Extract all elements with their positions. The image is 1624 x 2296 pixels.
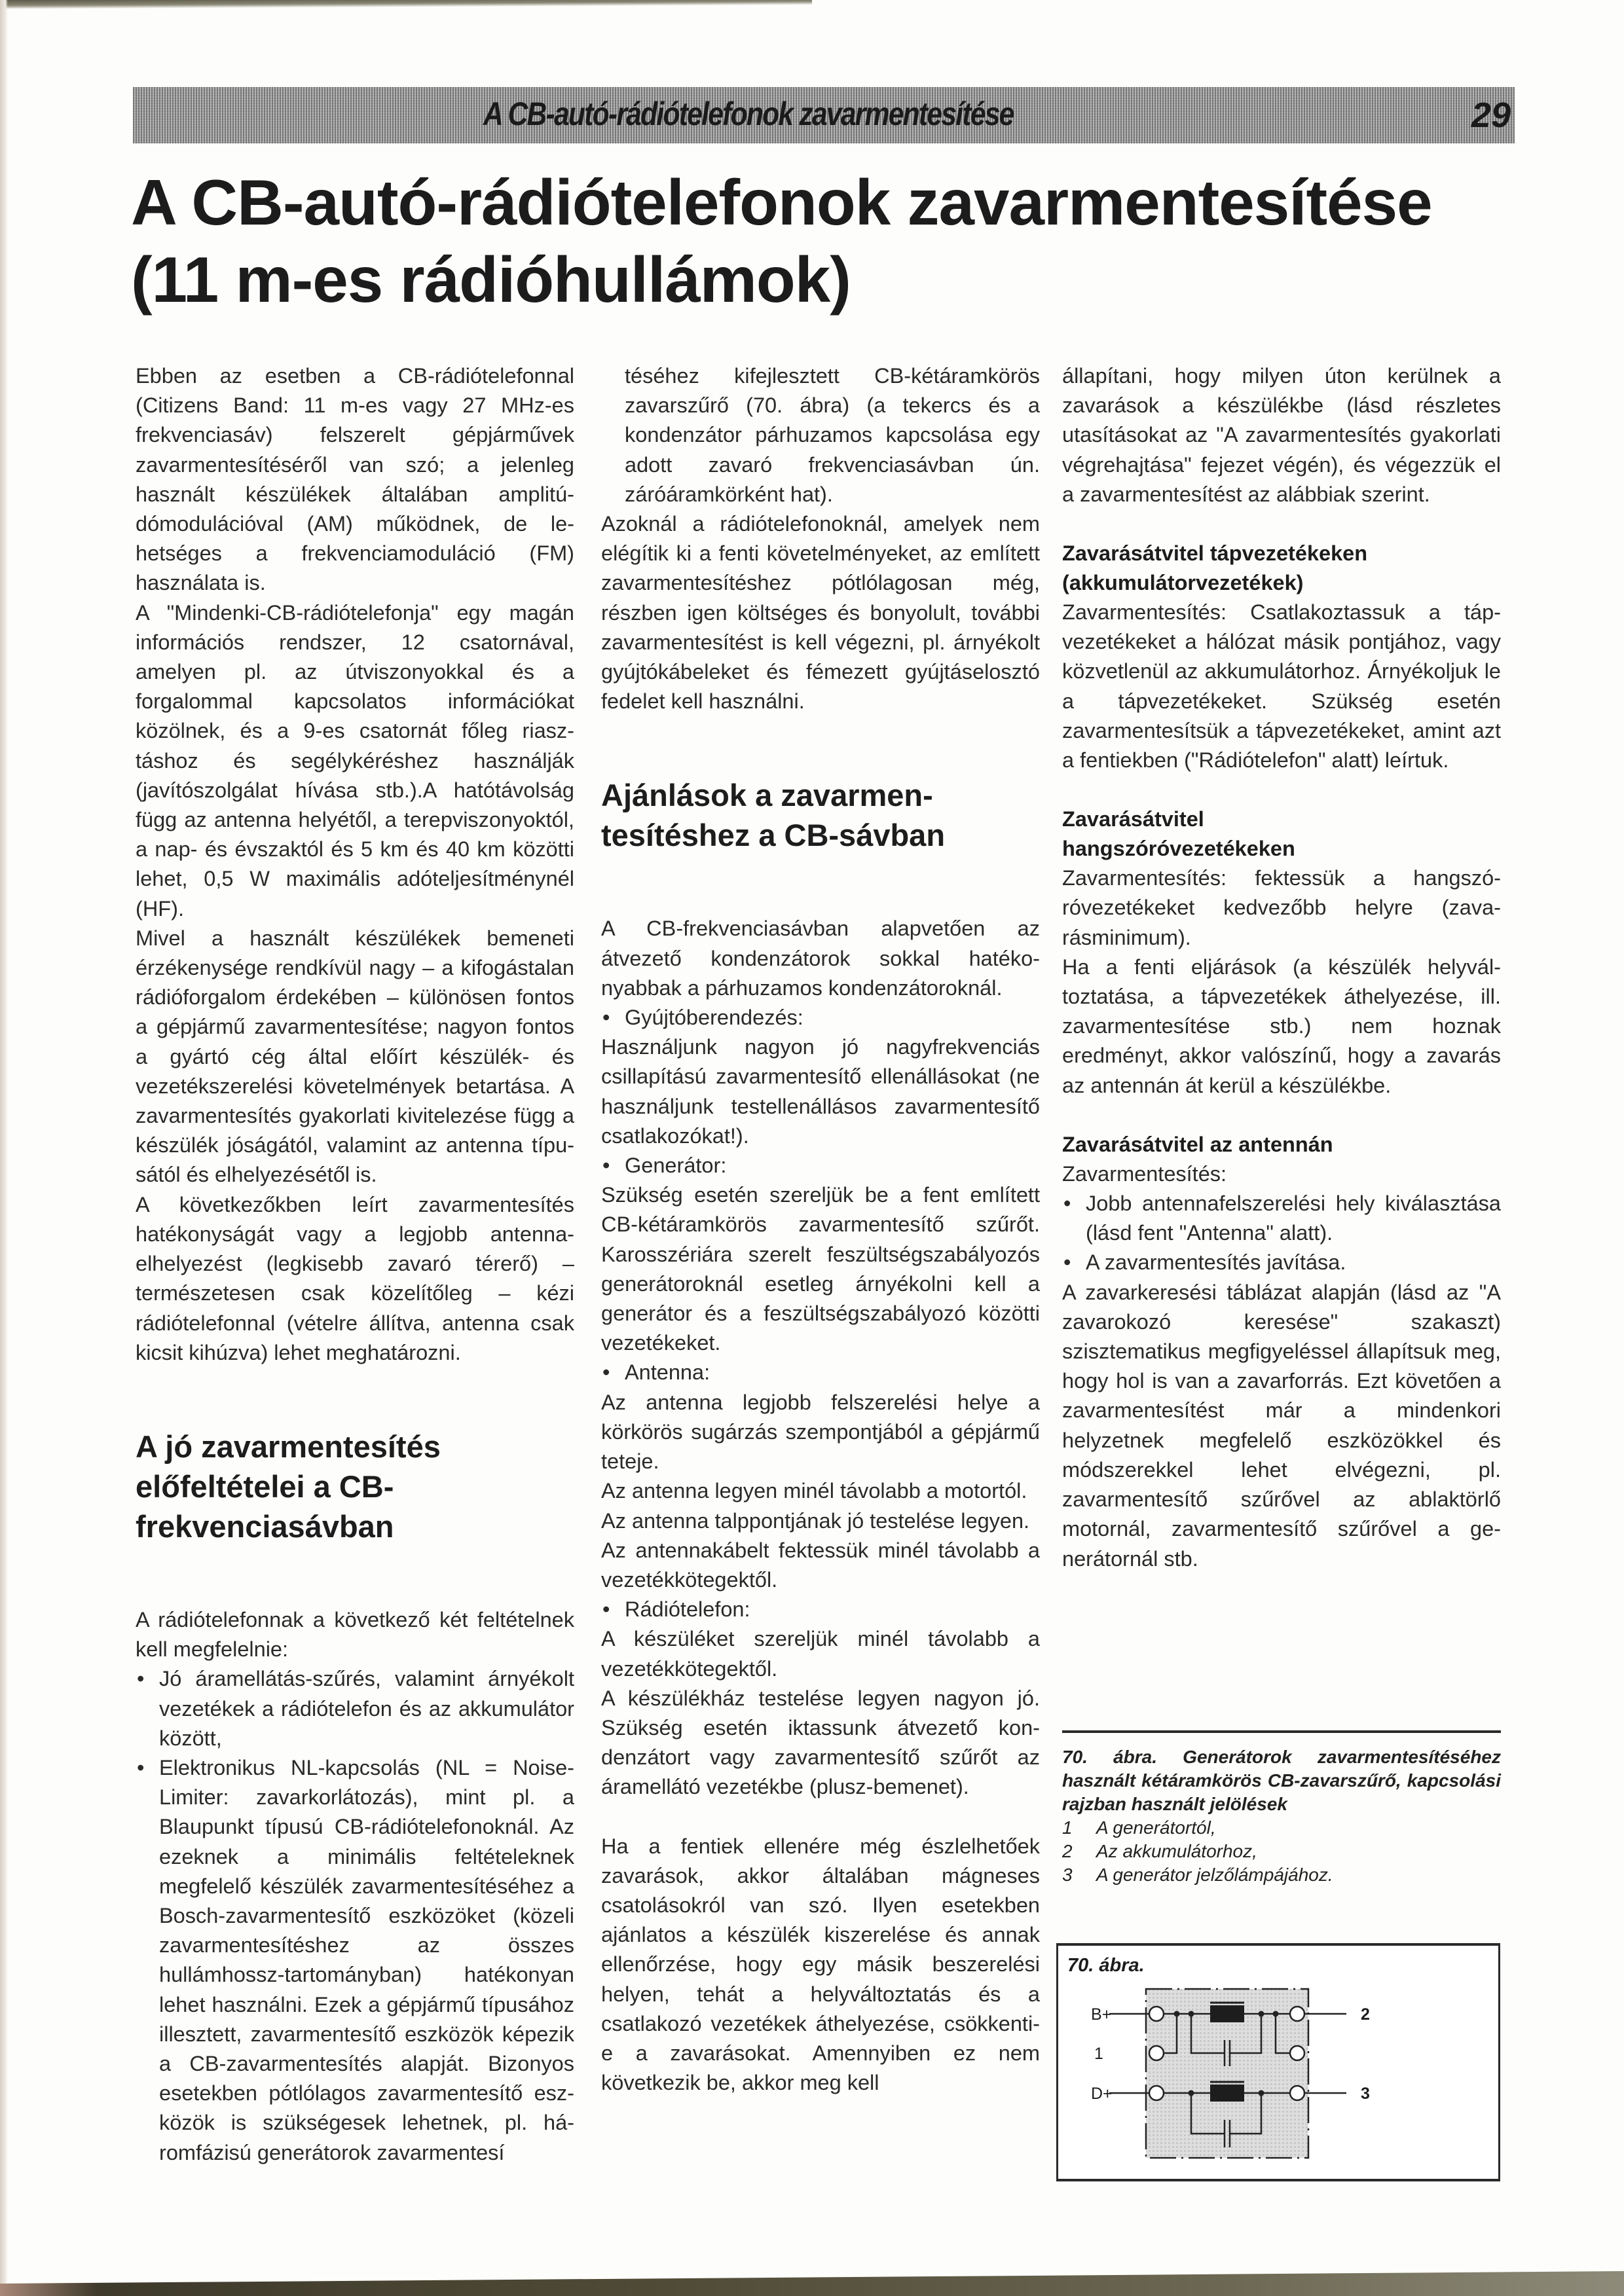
junction-dot: [1273, 2011, 1279, 2017]
filter-circuit-diagram: [1058, 1946, 1498, 2179]
figure-label: 70. ábra.: [1067, 1955, 1145, 1976]
junction-dot: [1189, 2011, 1194, 2017]
list-item: • A zavarmentesítés javítása.: [1062, 1248, 1501, 1277]
item-text: Az akkumulátorhoz,: [1096, 1841, 1257, 1861]
column-right: [1062, 361, 1501, 1574]
bullet-list: [1062, 1189, 1501, 1278]
inductor-icon: [1210, 2085, 1244, 2102]
terminal-label-1: 1: [1094, 2045, 1103, 2063]
terminal-icon: [1149, 2046, 1164, 2060]
terminal-label-3: 3: [1361, 2085, 1370, 2103]
bullet-heading: • Antenna:: [601, 1358, 1040, 1387]
item-text: A generátortól,: [1096, 1817, 1216, 1838]
terminal-icon: [1290, 2086, 1304, 2100]
running-header-title: A CB-autó-rádiótelefonok zavarmentesítése: [483, 96, 1014, 132]
bullet-heading: • Gyújtóberendezés:: [601, 1003, 1040, 1032]
column-left: [136, 361, 574, 2168]
list-item: • Jobb antennafelszerelési hely kiválasztása (lásd fent "Antenna" alatt).: [1062, 1189, 1501, 1248]
paragraph: A rádiótelefonnak a következő két feltételnek kell megfelelnie:: [136, 1607, 574, 1662]
paragraph: Az antenna talppontjának jó testelése legyen.: [601, 1508, 1030, 1533]
item-text: A generátor jelzőlámpájához.: [1096, 1865, 1333, 1885]
caption-divider: [1062, 1730, 1501, 1733]
paragraph: Ha a fentiek ellenére még észlelhetőek zavarások, akkor általában mágneses csatolásokról van szó. Ilyen esetekben ajánlatos a készülék kiszerelése és annak ellenőrzése, hogy egy másik beszerelési helyen, tehát a helyváltoztatás és a csatlakozó vezetékek áthelyezése, csökkenti-e a zavarásokat. Amennyiben ez nem következik be, akkor meg kell: [601, 1834, 1040, 2095]
paragraph: Mivel a használt készülékek bemeneti érzékenysége rendkívül nagy – a kifogástalan rádióforgalom érdekében – különösen fontos a gépjármű zavarmentesítése; nagyon fontos a gyártó cég által előírt készülék- és vezetékszerelési követelmények betartása. A zavarmentesítés gyakorlati kivitelezése függ a készülék jóságától, valamint az antenna típusától és elhelyezésétől is.: [136, 926, 574, 1187]
terminal-icon: [1290, 2046, 1304, 2060]
junction-dot: [1189, 2090, 1194, 2096]
terminal-icon: [1149, 2086, 1164, 2100]
bullet-list: [136, 1664, 574, 2167]
paragraph: téséhez kifejlesztett CB-kétáramkörös zavarszűrő (70. ábra) (a tekercs és a kondenzátor párhuzamos kapcsolása egy adott zavaró frekvenciasávban ún. záróáramkörként hat).: [625, 364, 1040, 506]
page-title-line-1: A CB-autó-rádiótelefonok zavarmentesítése: [131, 166, 1432, 238]
paragraph: A készüléket szereljük minél távolabb a vezetékkötegektől.: [601, 1627, 1040, 1681]
terminal-icon: [1290, 2007, 1304, 2021]
paragraph: A CB-frekvenciasávban alapvetően az átvezető kondenzátorok sokkal hatékonyabbak a párhuzamos kondenzátoroknál.: [601, 917, 1040, 1000]
junction-dot: [1259, 2011, 1264, 2017]
page-number: 29: [1471, 96, 1511, 135]
figure-caption-title: 70. ábra. Generátorok zavarmentesítéséhez használt kétáramkörös CB-zavarszűrő, kapcsolási rajzban használt jelölések: [1062, 1747, 1501, 1814]
paragraph: A zavarkeresési táblázat alapján (lásd az "A zavarokozó keresése" szakaszt) szisztematikus megfigyeléssel állapítsuk meg, hogy hol is van a zavarforrás. Ezt követően a zavarmentesítést már a mindenkori helyzetnek megfelelő eszközökkel és módszerekkel lehet elvégezni, pl. zavarmentesítő szűrővel az ablaktörlő motornál, zavarmentesítő szűrővel a generátornál stb.: [1062, 1280, 1501, 1571]
paragraph: A "Mindenki-CB-rádiótelefonja" egy magán információs rendszer, 12 csatornával, amelyen pl. az útviszonyokkal és a forgalommal kapcsolatos információkat közölnek, és a 9-es csatornát főleg riasztáshoz és segélykéréshez használják (javítószolgálat hívása stb.).A hatótávolság függ az antenna helyétől, a terepviszonyoktól, a nap- és évszaktól és 5 km és 40 km közötti lehet, 0,5 W maximális adóteljesítménynél (HF).: [136, 600, 574, 920]
subsection-heading-line-2: hangszóróvezetékeken: [1062, 837, 1295, 861]
paragraph: A következőkben leírt zavarmentesítés hatékonyságát vagy a legjobb antennaelhelyezést (legkisebb zavaró térerő) – természetesen csak közelítőleg – kézi rádiótelefonnal (vételre állítva, antenna csak kicsit kihúzva) lehet meghatározni.: [136, 1192, 574, 1364]
paragraph: Ebben az esetben a CB-rádiótelefonnal (Citizens Band: 11 m-es vagy 27 MHz-es frekvenciasáv) felszerelt gépjárművek zavarmentesítéséről van szó; a jelenleg használt készülékek általában amplitúdómodulációval (AM) működnek, de lehetséges a frekvenciamoduláció (FM) használata is.: [136, 364, 574, 595]
paragraph: Zavarmentesítés: Csatlakoztassuk a tápvezetékeket a hálózat másik pontjához, vagy közvetlenül az akkumulátorhoz. Árnyékoljuk le a tápvezetékeket. Szükség esetén zavarmentesítsük a tápvezetékeket, amint azt a fentiekben ("Rádiótelefon" alatt) leírtuk.: [1062, 600, 1501, 773]
paragraph: Az antenna legyen minél távolabb a motortól.: [601, 1479, 1027, 1503]
junction-dot: [1259, 2090, 1264, 2096]
paragraph: Szükség esetén szereljük be a fent említett CB-kétáramkörös zavarmentesítő szűrőt. Karosszériára szerelt feszültségszabályozós generátoroknál esetleg árnyékolni kell a generátor és a feszültségszabályozó közötti vezetékeket.: [601, 1183, 1040, 1355]
scan-edge-bottom: [0, 2271, 1624, 2296]
scan-edge-top: [0, 0, 812, 9]
subsection-heading-line-1: Zavarásátvitel: [1062, 807, 1204, 831]
item-number: 3: [1062, 1865, 1073, 1885]
terminal-label-2: 2: [1361, 2005, 1370, 2024]
column-middle: [601, 361, 1040, 2098]
figure-caption-item: [1062, 1840, 1501, 1863]
figure-caption-item: [1062, 1816, 1501, 1840]
paragraph: állapítani, hogy milyen úton kerülnek a zavarások a készülékbe (lásd részletes utasításokat az "A zavarmentesítés gyakorlati végrehajtása" fejezet végén), és végezzük el a zavarmentesítést az alábbiak szerint.: [1062, 364, 1501, 506]
figure-caption: [1062, 1745, 1501, 1887]
terminal-label-b-plus: B+: [1091, 2005, 1112, 2024]
paragraph: Zavarmentesítés:: [1062, 1161, 1227, 1186]
figure-caption-item: [1062, 1863, 1501, 1887]
junction-dot: [1174, 2011, 1180, 2017]
subsection-heading: [1062, 805, 1501, 864]
terminal-icon: [1149, 2007, 1164, 2021]
paragraph: Használjunk nagyon jó nagyfrekvenciás csillapítású zavarmentesítő ellenállásokat (ne használjunk testellenállásos zavarmentesítő csatlakozókat!).: [601, 1035, 1040, 1148]
paragraph: Az antennakábelt fektessük minél távolabb a vezetékkötegektől.: [601, 1538, 1040, 1592]
inductor-icon: [1210, 2005, 1244, 2022]
paragraph: Azoknál a rádiótelefonoknál, amelyek nem elégítik ki a fenti követelményeket, az említett zavarmentesítéshez pótlólagosan még, részben igen költséges és bonyolult, további zavarmentesítést is kell végezni, pl. árnyékolt gyújtókábeleket és fémezett gyújtáselosztó fedelet kell használni.: [601, 512, 1040, 714]
item-number: 1: [1062, 1817, 1073, 1838]
paragraph: Ha a fenti eljárások (a készülék helyváltoztatása, a tápvezetékek áthelyezése, ill. zavarmentesítése stb.) nem hoznak eredményt, akkor valószínű, hogy a zavarás az antennán át kerül a készülékbe.: [1062, 955, 1501, 1097]
list-item: • Jó áramellátás-szűrés, valamint árnyékolt vezetékek a rádiótelefon és az akkumulátor között,: [136, 1664, 574, 1753]
figure-70: [1056, 1943, 1500, 2181]
subsection-heading: Zavarásátvitel tápvezetékeken (akkumulátorvezetékek): [1062, 541, 1368, 595]
page-title-line-2: (11 m-es rádióhullámok): [131, 244, 851, 316]
bullet-heading: • Generátor:: [601, 1151, 1040, 1180]
list-item: • Elektronikus NL-kapcsolás (NL = Noise-Limiter: zavarkorlátozás), mint pl. a Blaupunkt típusú CB-rádiótelefonoknál. Az ezeknek a minimális feltételeknek megfelelő készülék zavarmentesítéséhez a Bosch-zavarmentesítő eszközöket (közeli zavarmentesítéshez az összes hullámhossz-tartományban) hatékonyan lehet használni. Ezek a gépjármű típusához illesztett, zavarmentesítő eszközök képezik a CB-zavarmentesítés alapját. Bizonyos esetekben pótlólagos zavarmentesítő eszközök is szükségesek lehetnek, pl. háromfázisú generátorok zavarmentesí: [136, 1753, 574, 2168]
section-heading: Ajánlások a zavarmentesítéshez a CB-sávban: [601, 778, 946, 853]
terminal-label-d-plus: D+: [1091, 2085, 1113, 2103]
paragraph: A készülékház testelése legyen nagyon jó. Szükség esetén iktassunk átvezető kondenzátort vagy zavarmentesítő szűrőt az áramellátó vezetékbe (plusz-bemenet).: [601, 1686, 1040, 1799]
running-header: [133, 87, 1515, 143]
section-heading: A jó zavarmentesítés előfeltételei a CB-frekvenciasávban: [136, 1429, 441, 1544]
bullet-heading: • Rádiótelefon:: [601, 1595, 1040, 1624]
page-title: [131, 164, 1506, 318]
paragraph: Zavarmentesítés: fektessük a hangszóróvezetékeket kedvezőbb helyre (zavarásminimum).: [1062, 866, 1501, 949]
paragraph: Az antenna legjobb felszerelési helye a körkörös sugárzás szempontjából a gépjármű teteje.: [601, 1390, 1040, 1474]
subsection-heading: Zavarásátvitel az antennán: [1062, 1132, 1333, 1156]
item-number: 2: [1062, 1841, 1073, 1861]
scan-edge-left: [0, 0, 8, 2296]
